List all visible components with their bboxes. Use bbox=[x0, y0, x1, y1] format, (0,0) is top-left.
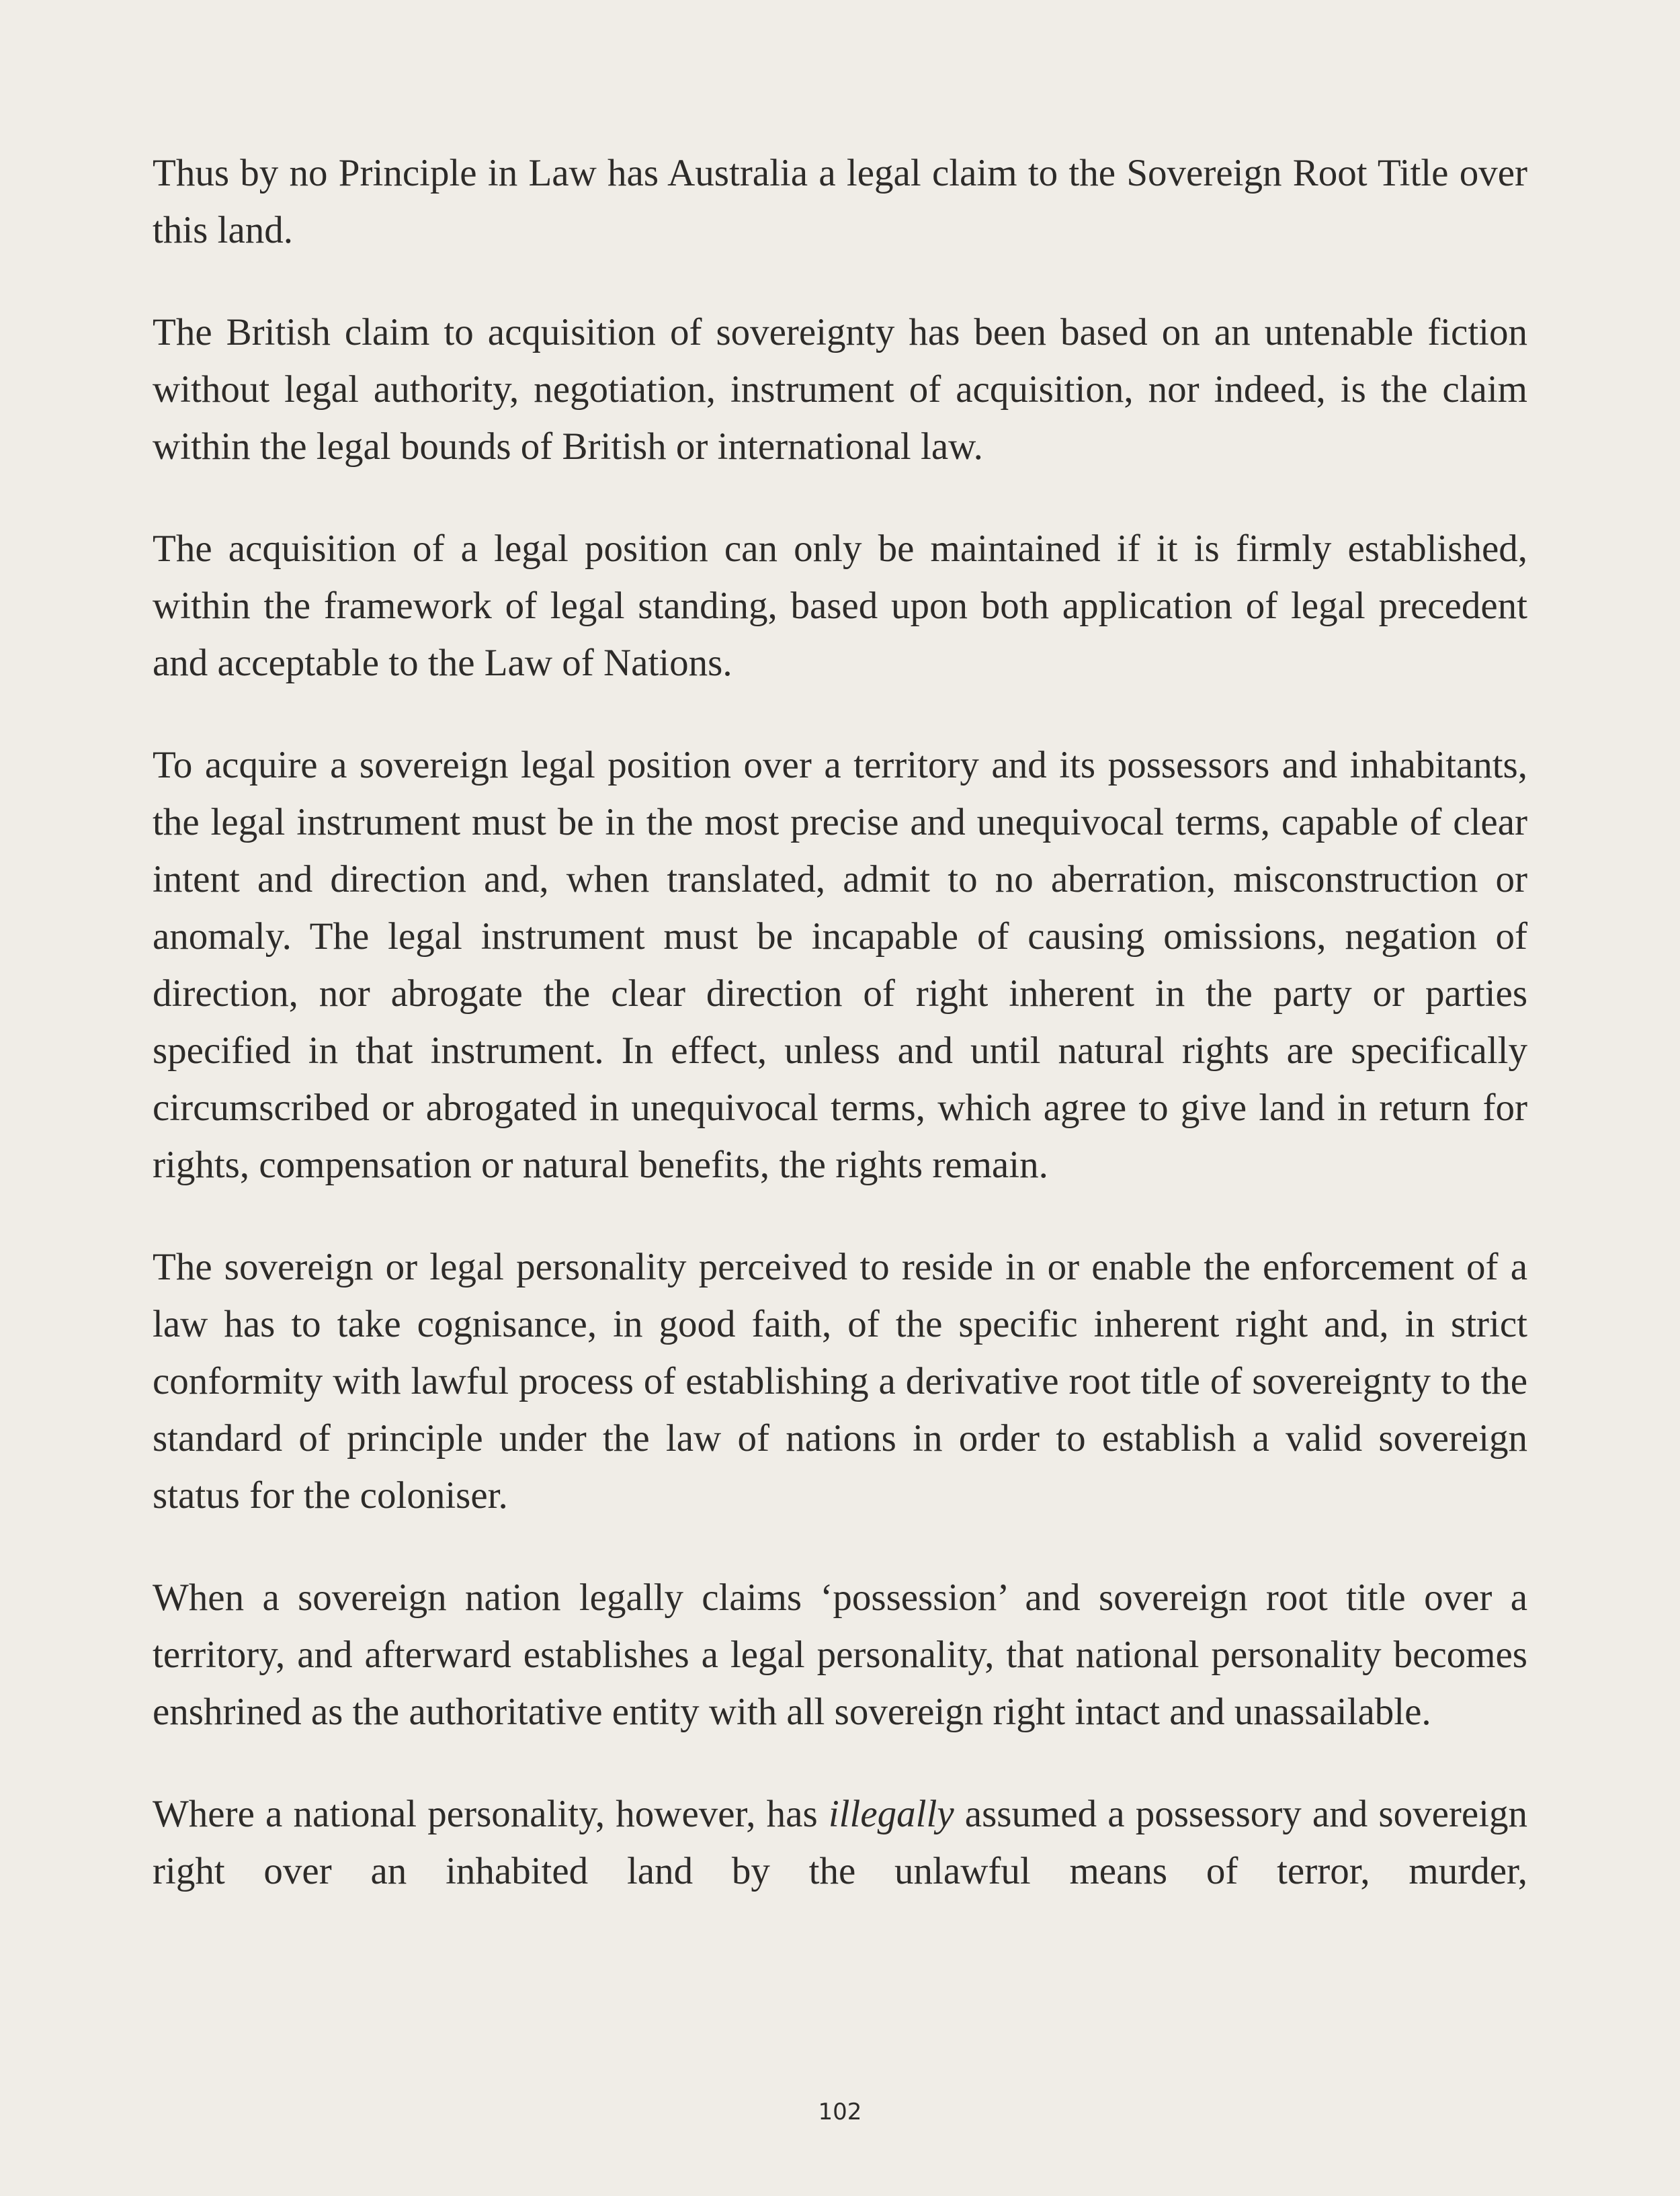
page-number: 102 bbox=[818, 2099, 862, 2125]
paragraph-7-italic-word: illegally bbox=[828, 1793, 954, 1835]
paragraph-2: The British claim to acquisition of sovereignty has been based on an untenable fiction without legal authority, negotiation, instrument of acquisition, nor indeed, is the claim within the legal bounds of British or international law. bbox=[153, 311, 1527, 468]
paragraph-7 bbox=[153, 1785, 1527, 1900]
body-text bbox=[153, 144, 1527, 1900]
paragraph-6: When a sovereign nation legally claims ‘possession’ and sovereign root title over a territory, and afterward establishes a legal personality, that national personality becomes enshrined as the authoritative entity with all sovereign right intact and unassailable. bbox=[153, 1576, 1527, 1733]
paragraph-7-text-start: Where a national personality, however, has bbox=[153, 1793, 829, 1835]
paragraph-1: Thus by no Principle in Law has Australia a legal claim to the Sovereign Root Title over this land. bbox=[153, 152, 1527, 251]
paragraph-3: The acquisition of a legal position can only be maintained if it is firmly established, within the framework of legal standing, based upon both application of legal precedent and acceptable to the Law of Nations. bbox=[153, 527, 1527, 684]
paragraph-4: To acquire a sovereign legal position over a territory and its possessors and inhabitants, the legal instrument must be in the most precise and unequivocal terms, capable of clear intent and direction and, when translated, admit to no aberration, misconstruction or anomaly. The legal instrument must be incapable of causing omissions, negation of direction, nor abrogate the clear direction of right inherent in the party or parties specified in that instrument. In effect, unless and until natural rights are specifically circumscribed or abrogated in unequivocal terms, which agree to give land in return for rights, compensation or natural benefits, the rights remain. bbox=[153, 744, 1527, 1186]
paragraph-5: The sovereign or legal personality perceived to reside in or enable the enforcement of a law has to take cognisance, in good faith, of the specific inherent right and, in strict conformity with lawful process of establishing a derivative root title of sovereignty to the standard of principle under the law of nations in order to establish a valid sovereign status for the coloniser. bbox=[153, 1246, 1527, 1517]
paragraph-7-text-end: assumed a possessory and sovereign right over an inhabited land by the unlawful means of terror, murder, bbox=[153, 1793, 1527, 1892]
